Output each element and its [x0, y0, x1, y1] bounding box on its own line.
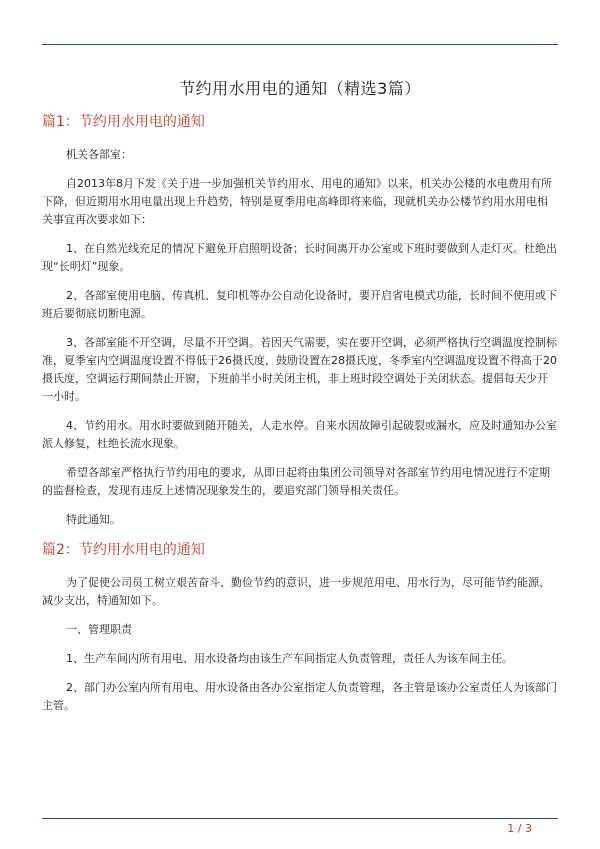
paragraph: 特此通知。 — [66, 513, 121, 526]
page-number: 1 / 3 — [507, 822, 532, 835]
footer-rule — [42, 818, 558, 819]
paragraph: 1、在自然光线充足的情况下避免开启照明设备；长时间离开办公室或下班时要做到人走灯灭。杜绝出现“长明灯”现象。 — [42, 242, 557, 273]
paragraph: 2、各部室使用电脑、传真机、复印机等办公自动化设备时，要开启省电模式功能，长时间不使用或下班后要彻底切断电源。 — [42, 289, 557, 320]
paragraph: 机关各部室： — [66, 148, 132, 161]
paragraph: 3、各部室能不开空调，尽量不开空调。若因天气需要，实在要开空调，必须严格执行空调温度控制标准，夏季室内空调温度设置不得低于26摄氏度，鼓励设置在28摄氏度，冬季室内空调温度设置不得高于20摄氏度，空调运行期间禁止开窗，下班前半小时关闭主机，非上班时段空调处于关闭状态。提倡每天少开一小时。 — [42, 336, 557, 403]
section-heading: 篇1：节约用水用电的通知 — [42, 114, 205, 130]
section-2 — [42, 540, 558, 715]
document-title: 节约用水用电的通知（精选3篇） — [179, 79, 421, 98]
section-1 — [42, 112, 558, 529]
paragraph: 2、部门办公室内所有用电、用水设备由各办公室指定人负责管理，各主管是该办公室责任人为该部门主管。 — [42, 681, 557, 712]
paragraph: 1、生产车间内所有用电、用水设备均由该生产车间指定人负责管理，责任人为该车间主任。 — [66, 652, 513, 665]
paragraph: 希望各部室严格执行节约用电的要求，从即日起将由集团公司领导对各部室节约用电情况进行不定期的监督检查，发现有违反上述情况现象发生的，要追究部门领导相关责任。 — [42, 466, 550, 497]
section-heading: 篇2：节约用水用电的通知 — [42, 542, 205, 558]
paragraph: 自2013年8月下发《关于进一步加强机关节约用水、用电的通知》以来，机关办公楼的水电费用有所下降，但近期用水用电量出现上升趋势，特别是夏季用电高峰即将来临，现就机关办公楼节约用水用电相关事宜再次要求如下： — [42, 177, 552, 226]
paragraph: 4、节约用水。用水时要做到随开随关，人走水停。自来水因故障引起破裂或漏水，应及时通知办公室派人修复，杜绝长流水现象。 — [42, 419, 557, 450]
header-rule — [42, 44, 558, 45]
document-body — [42, 112, 558, 726]
paragraph: 一、管理职责 — [66, 623, 132, 636]
paragraph: 为了促使公司员工树立艰苦奋斗、勤俭节约的意识，进一步规范用电、用水行为，尽可能节约能源、减少支出，特通知如下。 — [42, 576, 550, 607]
